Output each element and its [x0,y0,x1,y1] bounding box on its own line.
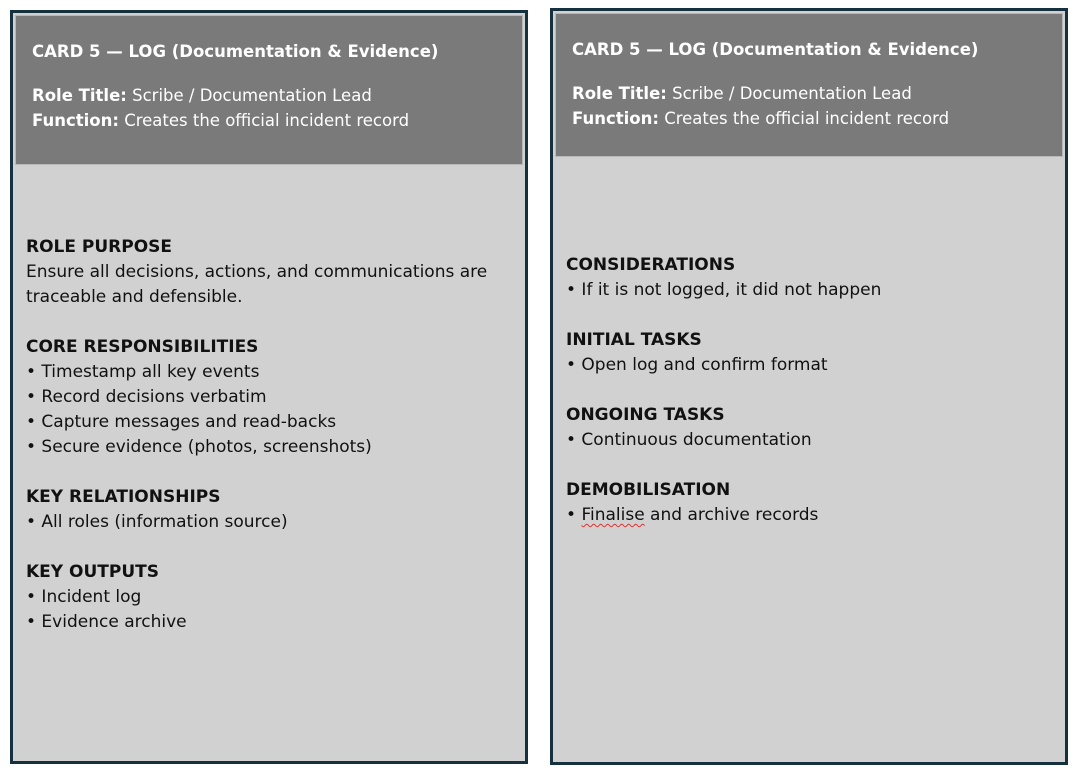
section-heading: DEMOBILISATION [566,480,731,500]
function-text: Creates the official incident record [124,111,410,130]
list-item: • Record decisions verbatim [26,387,267,407]
role-title-label: Role Title: [32,86,127,105]
list-item: • Evidence archive [26,612,187,632]
list-item: • All roles (information source) [26,512,288,532]
section-heading: KEY OUTPUTS [26,562,159,582]
function-text: Creates the official incident record [664,109,950,128]
role-title: Scribe / Documentation Lead [672,84,912,103]
card-body [26,235,515,660]
card-header [15,15,523,165]
section-key-outputs [26,560,515,635]
role-title: Scribe / Documentation Lead [132,86,372,105]
section-initial-tasks [566,328,1055,378]
function-label: Function: [572,109,659,128]
section-heading: CORE RESPONSIBILITIES [26,337,259,357]
section-ongoing-tasks [566,403,1055,453]
section-role-purpose [26,235,515,310]
section-heading: ROLE PURPOSE [26,237,173,257]
list-item: • Finalise and archive records [566,505,819,525]
section-considerations [566,253,1055,303]
section-text: Ensure all decisions, actions, and communications are traceable and defensible. [26,262,488,307]
section-key-relationships [26,485,515,535]
spellcheck-word: Finalise [581,505,645,525]
list-item: • Capture messages and read-backs [26,412,337,432]
list-item: • If it is not logged, it did not happen [566,280,882,300]
section-heading: ONGOING TASKS [566,405,725,425]
list-item: • Open log and confirm format [566,355,828,375]
list-item: • Incident log [26,587,142,607]
card-header [555,13,1063,157]
list-item: • Timestamp all key events [26,362,260,382]
role-card-back [550,8,1068,765]
section-core-responsibilities [26,335,515,460]
section-heading: CONSIDERATIONS [566,255,736,275]
section-heading: KEY RELATIONSHIPS [26,487,221,507]
role-card-front [10,10,528,764]
list-item: • Continuous documentation [566,430,812,450]
section-demobilisation [566,478,1055,528]
list-item: • Secure evidence (photos, screenshots) [26,437,372,457]
card-title: CARD 5 — LOG (Documentation & Evidence) [572,40,979,59]
card-body [566,253,1055,553]
section-heading: INITIAL TASKS [566,330,702,350]
function-label: Function: [32,111,119,130]
role-title-label: Role Title: [572,84,667,103]
card-title: CARD 5 — LOG (Documentation & Evidence) [32,42,439,61]
